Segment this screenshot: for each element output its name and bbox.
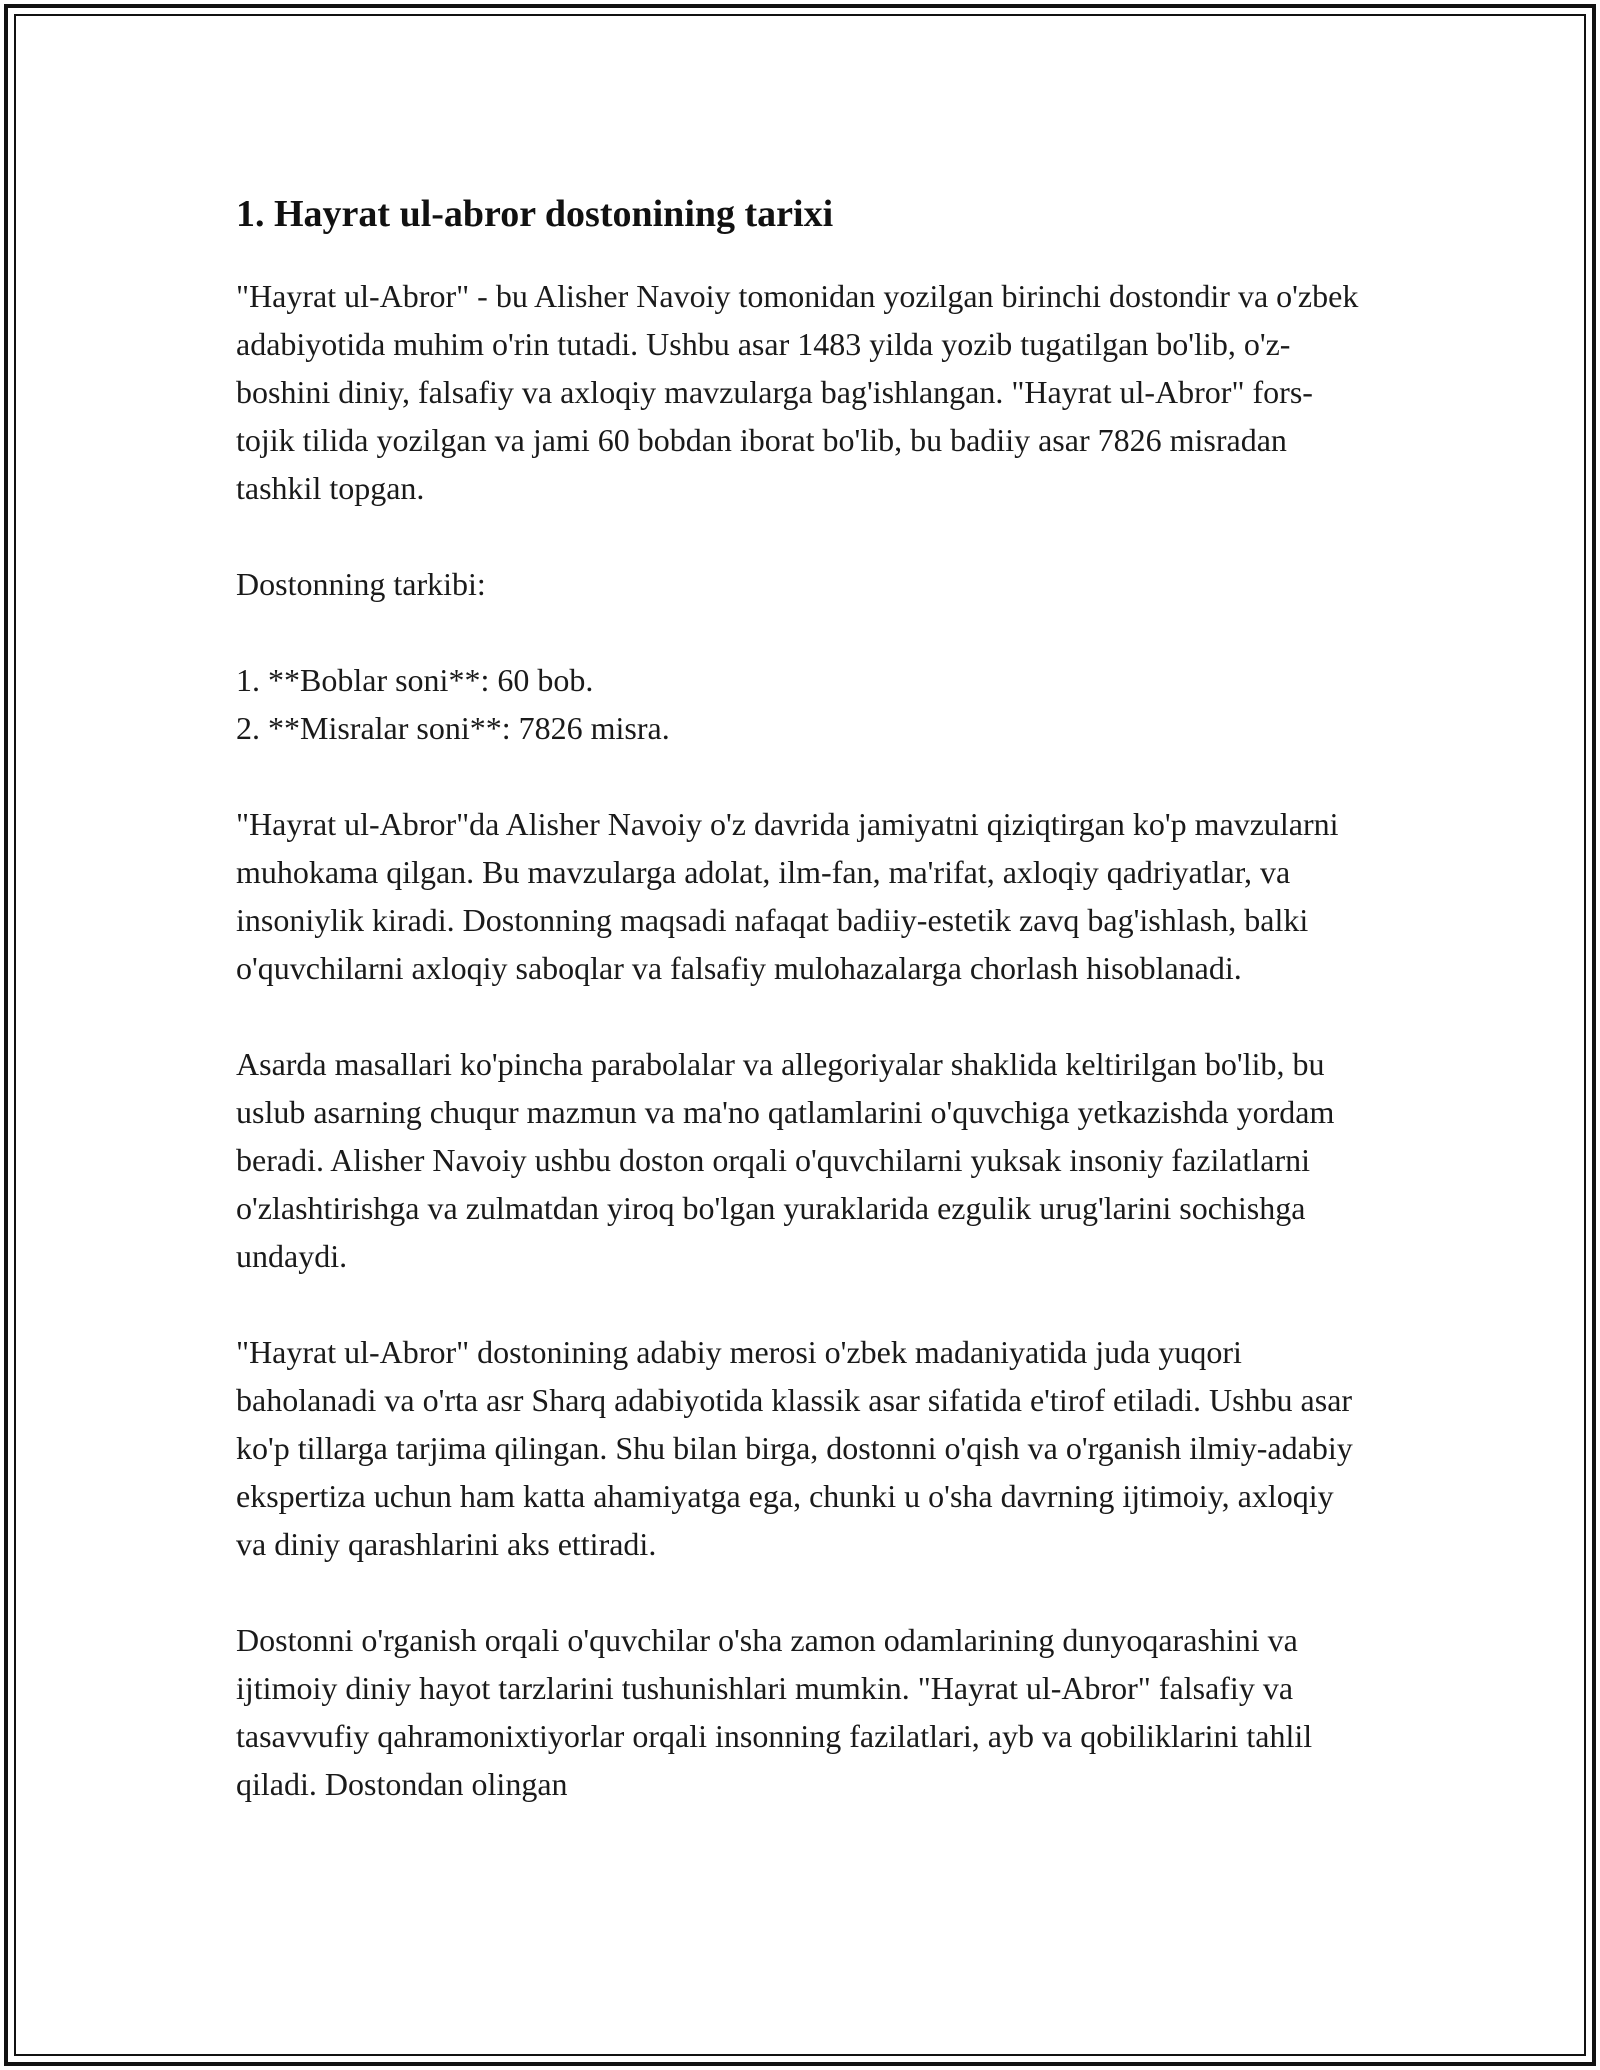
- list-item: 1. **Boblar soni**: 60 bob.: [236, 662, 594, 698]
- composition-list: [236, 656, 1366, 752]
- section-heading: 1. Hayrat ul-abror dostonining tarixi: [236, 193, 834, 235]
- paragraph-composition-label: Dostonning tarkibi:: [236, 566, 486, 602]
- paragraph-style: Asarda masallari ko'pincha parabolalar va allegoriyalar shaklida keltirilgan bo'lib, bu uslub asarning chuqur mazmun va ma'no qatlamlarini o'quvchiga yetkazishda yordam beradi. Alisher Navoiy ushbu doston orqali o'quvchilarni yuksak insoniy fazilatlarni o'zlashtirishga va zulmatdan yiroq bo'lgan yuraklarida ezgulik urug'larini sochishga undaydi.: [236, 1046, 1335, 1274]
- paragraph-themes: "Hayrat ul-Abror"da Alisher Navoiy o'z davrida jamiyatni qiziqtirgan ko'p mavzularni muhokama qilgan. Bu mavzularga adolat, ilm-fan, ma'rifat, axloqiy qadriyatlar, va insoniylik kiradi. Dostonning maqsadi nafaqat badiiy-estetik zavq bag'ishlash, balki o'quvchilarni axloqiy saboqlar va falsafiy mulohazalarga chorlash hisoblanadi.: [236, 806, 1339, 986]
- paragraph-intro: "Hayrat ul-Abror" - bu Alisher Navoiy tomonidan yozilgan birinchi dostondir va o'zbek adabiyotida muhim o'rin tutadi. Ushbu asar 1483 yilda yozib tugatilgan bo'lib, o'z-boshini diniy, falsafiy va axloqiy mavzularga bag'ishlangan. "Hayrat ul-Abror" fors-tojik tilida yozilgan va jami 60 bobdan iborat bo'lib, bu badiiy asar 7826 misradan tashkil topgan.: [236, 278, 1359, 506]
- paragraph-study: Dostonni o'rganish orqali o'quvchilar o'sha zamon odamlarining dunyoqarashini va ijtimoiy diniy hayot tarzlarini tushunishlari mumkin. "Hayrat ul-Abror" falsafiy va tasavvufiy qahramonixtiyorlar orqali insonning fazilatlari, ayb va qobiliklarini tahlil qiladi. Dostondan olingan: [236, 1622, 1313, 1802]
- list-item: 2. **Misralar soni**: 7826 misra.: [236, 710, 670, 746]
- paragraph-legacy: "Hayrat ul-Abror" dostonining adabiy merosi o'zbek madaniyatida juda yuqori baholanadi va o'rta asr Sharq adabiyotida klassik asar sifatida e'tirof etiladi. Ushbu asar ko'p tillarga tarjima qilingan. Shu bilan birga, dostonni o'qish va o'rganish ilmiy-adabiy ekspertiza uchun ham katta ahamiyatga ega, chunki u o'sha davrning ijtimoiy, axloqiy va diniy qarashlarini aks ettiradi.: [236, 1334, 1353, 1562]
- document-body: [236, 190, 1366, 1856]
